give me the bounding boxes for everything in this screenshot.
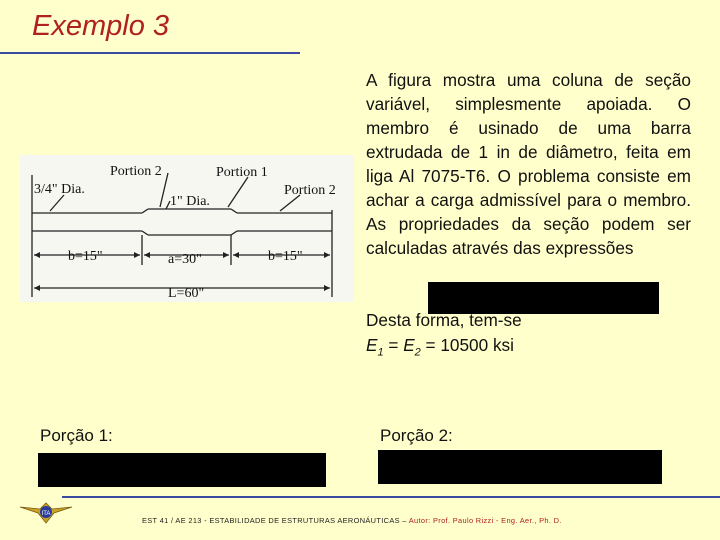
arrow xyxy=(134,252,140,258)
label-portion2-left: Portion 2 xyxy=(110,164,162,179)
footer-author: Autor: Prof. Paulo Rizzi - Eng. Aer., Ph. D. xyxy=(408,516,562,525)
redacted-formula-portion1 xyxy=(38,453,326,487)
label-b-left: b=15" xyxy=(68,249,103,264)
arrow xyxy=(34,252,40,258)
shoulder-right-top xyxy=(231,209,237,213)
column-diagram xyxy=(20,155,354,302)
e-letter-2: E xyxy=(403,335,415,355)
ita-logo-icon xyxy=(18,497,74,525)
arrow xyxy=(223,252,229,258)
equal-sign: = xyxy=(383,335,404,355)
label-L: L=60" xyxy=(168,286,205,301)
label-portion1: Portion 1 xyxy=(216,165,268,180)
problem-paragraph: A figura mostra uma coluna de seção variável, simplesmente apoiada. O membro é usinado de uma barra extrudada de 1 in de diâmetro, feita em liga Al 7075-T6. O problema consiste em achar a carga admissível para o membro. As propriedades da seção podem ser calculadas através das expressões xyxy=(366,70,691,258)
conclusion-line: Desta forma, tem-se xyxy=(366,310,522,330)
e2-subscript: 2 xyxy=(414,346,421,359)
shoulder-left-top xyxy=(142,209,148,213)
e-letter-1: E xyxy=(366,335,378,355)
footer-text xyxy=(142,516,562,525)
page-title: Exemplo 3 xyxy=(32,10,170,42)
label-a: a=30" xyxy=(168,252,202,267)
footer-course: EST 41 / AE 213 - ESTABILIDADE DE ESTRUTURAS AERONÁUTICAS – xyxy=(142,516,407,525)
redacted-formula-portion2 xyxy=(378,450,662,484)
column-figure xyxy=(20,155,354,302)
svg-text:ITA: ITA xyxy=(41,511,51,517)
modulus-value: = 10500 ksi xyxy=(420,335,514,355)
arrow xyxy=(324,252,330,258)
label-portion2-right: Portion 2 xyxy=(284,183,336,198)
shoulder-left-bottom xyxy=(142,231,148,235)
portion1-label: Porção 1: xyxy=(40,426,113,445)
portion2-label: Porção 2: xyxy=(380,426,453,445)
footer-rule xyxy=(62,496,720,498)
label-dia-small: 3/4" Dia. xyxy=(34,182,85,197)
label-dia-large: 1" Dia. xyxy=(170,194,210,209)
e1-subscript: 1 xyxy=(377,346,384,359)
arrow xyxy=(233,252,239,258)
title-underline xyxy=(0,52,300,54)
modulus-equation xyxy=(366,335,514,358)
arrow xyxy=(324,285,330,291)
arrow xyxy=(34,285,40,291)
arrow xyxy=(144,252,150,258)
label-b-right: b=15" xyxy=(268,249,303,264)
leader-dia-small xyxy=(50,195,64,211)
shoulder-right-bottom xyxy=(231,231,237,235)
leader-portion1 xyxy=(228,177,248,207)
